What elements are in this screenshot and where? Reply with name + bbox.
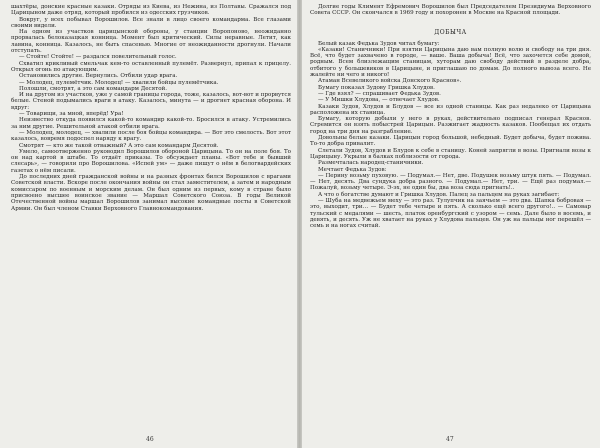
section-gap (310, 17, 591, 29)
paragraph: Смотрят — кто же такой отважный? А это сам командарм Десятой. (19, 142, 219, 149)
left-page-number: 46 (146, 436, 154, 443)
paragraph: Казаки Зудов, Хлудов и Блудов — все из одной станицы. Как раз недалеко от Царицына расположена их станица. (310, 103, 591, 116)
right-page-story-text (310, 41, 591, 230)
paragraph: Неизвестно откуда появился какой-то командир какой-то. Бросился в атаку. Устремились за ним другие. Решительной атакой отбили врага. (11, 117, 291, 130)
paragraph: Атаман Всевеликого войска Донского Краснов». (318, 78, 462, 85)
paragraph: Мечтает Федька Зудов: (318, 166, 387, 173)
paragraph: Бумагу показал Зудову Гришка Хлудов. (318, 84, 435, 91)
right-page-intro-text (310, 4, 591, 17)
paragraph: Вокруг, у всех побывал Ворошилов. Все знали в лицо своего командарма. Все глазами своими видели. (11, 16, 291, 29)
paragraph: Размечталась народец-станичники. (318, 160, 424, 167)
paragraph: шахтёры, донские красные казаки. Отряды из Киева, из Нежина, из Полтавы. Сражался под Царицыном даже отряд, который пробился из одесских грузчиков. (11, 4, 291, 17)
paragraph: Остановились другие. Вернулись. Отбили удар врага. (19, 73, 178, 80)
left-page-text (11, 4, 291, 212)
paragraph: — Перину возьму пуховую. — Подумал.— Нет, две. Подушек возьму штук пять. — Подумал.— Нет, десять. Два сундука добра разного. — Подумал.— Нет, три. — Ещё раз подумал.— Пожалуй, возьму четыре. Э-эх, не один бы, два воза сюда пригнать!.. (310, 172, 591, 192)
story-title: ДОБЫЧА (434, 28, 467, 36)
paragraph: Довольны белые казаки. Царицын город большой, небедный. Будет добыча, будет пожива. То-то добра привалит. (310, 135, 591, 148)
paragraph: А что о богатстве думают и Гришка Хлудов. Палец за пальцем на руках загибает: (318, 191, 560, 198)
paragraph: Долгие годы Климент Ефремович Ворошилов был Председателем Президиума Верховного Совета СССР. Он скончался в 1969 году и похоронен в Москве на Красной площади. (310, 4, 591, 17)
paragraph: — Стойте! Стойте! — раздался повелительный голос. (19, 54, 177, 61)
right-page-number: 47 (446, 436, 454, 443)
paragraph: — Молодец, молодец, — хвалили после боя бойцы командира. — Вот это смелость. Вот этот казалось, вовремя подоспел наряду к врагу. (11, 129, 291, 143)
paragraph: Полошли, смотрят, а это сам командарм Десятой. (19, 85, 168, 92)
paragraph: Белый казак Федька Зудов читал бумагу: (318, 40, 440, 47)
right-page (302, 0, 600, 448)
paragraph: Слетали Зудов, Хлудов и Блудов к себе в станицу. Коней запрягли в возы. Пригнали возы к Царицыну. Укрыли в балках поблизости от города. (310, 147, 591, 160)
paragraph: На одном из участков царицынской обороны, у станции Воропоново, неожиданно прорвалась белоказацкая конница. Момент был критический. Силы неравные. Летит, как лавина, конница. Казалось, не быть спасенью. Многие от неожиданности дрогнули. Начали отступать. (11, 29, 291, 55)
paragraph: Бумагу, которую добыли у него в руках, действительно подписал генерал Краснов. Сгремится он взять побыстрей Царицын. Разжигает жадность казаков. Пообещал их отдать город на три дня на разграбление. (310, 116, 591, 135)
paragraph: — Где взял? — спрашивает Федька Зудов. (318, 90, 441, 97)
paragraph: — Молодец, пулемётчик. Молодец! — хвалили бойцы пулемётчика. (19, 79, 219, 86)
paragraph: До последних дней гражданской войны и на разных фронтах бился Ворошилов с врагами Советской власти. Вскоре после окончания войны он стал заместителем, а затем и народным комиссаром по военным и морским делам. Он был одним из первых, кому в стране было присвоено высшее воинское звание — Маршал Советского Союза. В годы Великой Отечественной войны маршал Ворошилов занимал высокие командные посты в Советской Армии. Он был членом Ставки Верховного Главнокомандования. (11, 174, 291, 212)
paragraph: Умело, самоотверженно руководил Ворошилов обороной Царицына. То он на поле боя. То он над картой в штабе. То отдаёт приказы. То обсуждает планы. «Вот тебе и бывший слесарь», — говорили про Ворошилова. «Испей ум» — даже пишут о нём в белогвардейских газетах о нём писали. (11, 148, 291, 174)
paragraph: Схватил крикливый смельчак кем-то оставленный пулемёт. Развернул, припал к прицелу. Открыл огонь по атакующим. (11, 60, 291, 73)
paragraph: — Товарищи, за мной, вперёд! Ура! (19, 111, 124, 118)
paragraph: — У Мишки Хлудова, — отвечает Хлудов. (318, 97, 440, 104)
left-page (0, 0, 297, 448)
paragraph: И на другом из участков, уже у самой границы города, тоже, казалось, вот-вот и прорвутся белые. Стеной подымались враги в атаку. Казалось, минута — и дрогнет красная оборона. И вдруг: (11, 92, 291, 111)
paragraph: — Шуба на медвежьем меху — это раз. Тулупчик на заячьем — это два. Шапка бобровая — это, выходит, три… — Будет тебе четыре и пять. А сколько ещё всего другого!.. — Самовар тульский с медалями — шесть, платок оренбургский с узором — семь. Дале было в восемь, и девять, и десять. Уж не хватает на руках у Хлудова пальцев. Он уж на пальцы ног перешёл — семь и на ногах считай. (310, 198, 591, 230)
paragraph: «Казаки! Станичники! При взятии Царицына даю вам полную волю и свободу на три дня. Всё, что будет захвачено в городе, — ваше. Ваша добыча! Всё, что захочется себе домой, родным. Всем близлежащим станицам, хуторам даю свободу действий в разделе добра, отбитого у большевиков в Царицыне, и приглашаю по домам. До полного вывоза всего. Не жалейте ни чего и никого! (310, 46, 591, 79)
